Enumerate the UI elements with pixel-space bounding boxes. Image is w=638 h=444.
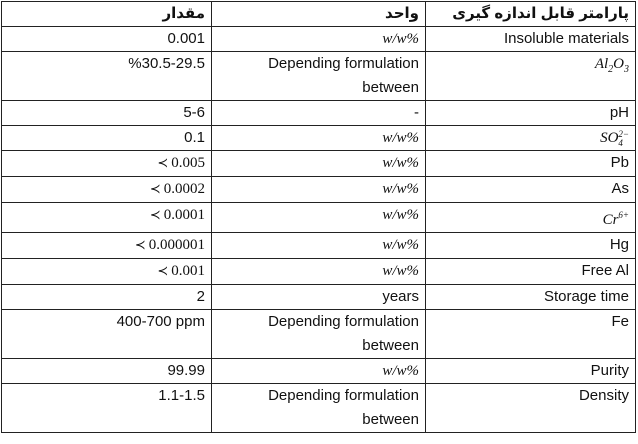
table-row: [2, 151, 636, 177]
cell-parameter: Free Al: [426, 259, 636, 285]
cell-unit: w/w%: [382, 181, 419, 197]
cell-quantity: 2: [2, 285, 212, 310]
table-row: [2, 359, 636, 384]
cell-parameter: As: [426, 177, 636, 203]
cell-parameter: Density: [426, 384, 636, 433]
cell-parameter-formula: $Cr^{6+}$: [602, 210, 629, 228]
table-row: [2, 384, 636, 433]
cell-unit: w/w%: [382, 363, 419, 379]
table-row: [2, 177, 636, 203]
cell-quantity: 0.0001: [163, 207, 205, 223]
cell-unit: Depending formulation between: [212, 52, 426, 101]
spec-table: [1, 1, 636, 433]
cell-unit: Depending formulation between: [212, 384, 426, 433]
cell-quantity: 0.005: [171, 155, 205, 171]
table-row: [2, 52, 636, 101]
cell-parameter-formula: $Al_2O_3$: [594, 56, 629, 75]
header-row: [2, 2, 636, 27]
less-than-icon: ≺: [157, 264, 169, 279]
cell-quantity: 0.0002: [163, 181, 205, 197]
header-quantity: مقدار: [2, 2, 212, 27]
cell-unit: w/w%: [382, 130, 419, 146]
cell-parameter: Fe: [426, 310, 636, 359]
cell-quantity: 1.1-1.5: [2, 384, 212, 433]
header-unit: واحد: [212, 2, 426, 27]
cell-quantity: 400-700 ppm: [2, 310, 212, 359]
less-than-icon: ≺: [149, 182, 161, 197]
cell-parameter: Insoluble materials: [426, 27, 636, 52]
cell-unit: w/w%: [382, 207, 419, 223]
cell-quantity: 0.000001: [148, 237, 205, 253]
cell-unit: w/w%: [382, 237, 419, 253]
cell-parameter: pH: [426, 101, 636, 126]
table-row: [2, 126, 636, 151]
cell-parameter: Purity: [426, 359, 636, 384]
less-than-icon: ≺: [157, 156, 169, 171]
table-row: [2, 285, 636, 310]
table-row: [2, 203, 636, 233]
cell-parameter: Pb: [426, 151, 636, 177]
cell-unit: w/w%: [382, 155, 419, 171]
cell-unit: years: [212, 285, 426, 310]
cell-quantity: %30.5-29.5: [2, 52, 212, 101]
table-row: [2, 101, 636, 126]
cell-quantity: 0.001: [2, 27, 212, 52]
table-row: [2, 233, 636, 259]
cell-quantity: 0.001: [171, 263, 205, 279]
less-than-icon: ≺: [134, 238, 146, 253]
table-row: [2, 27, 636, 52]
less-than-icon: ≺: [149, 208, 161, 223]
cell-parameter: Hg: [426, 233, 636, 259]
cell-unit: w/w%: [382, 263, 419, 279]
cell-unit: w/w%: [382, 31, 419, 47]
cell-quantity: 0.1: [2, 126, 212, 151]
cell-unit: -: [212, 101, 426, 126]
cell-quantity: 5-6: [2, 101, 212, 126]
header-parameter: پارامتر قابل اندازه گیری: [426, 2, 636, 27]
cell-quantity: 99.99: [2, 359, 212, 384]
cell-unit: Depending formulation between: [212, 310, 426, 359]
cell-parameter-formula: SO 2− 4: [600, 128, 629, 148]
table-row: [2, 310, 636, 359]
cell-parameter: Storage time: [426, 285, 636, 310]
table-row: [2, 259, 636, 285]
